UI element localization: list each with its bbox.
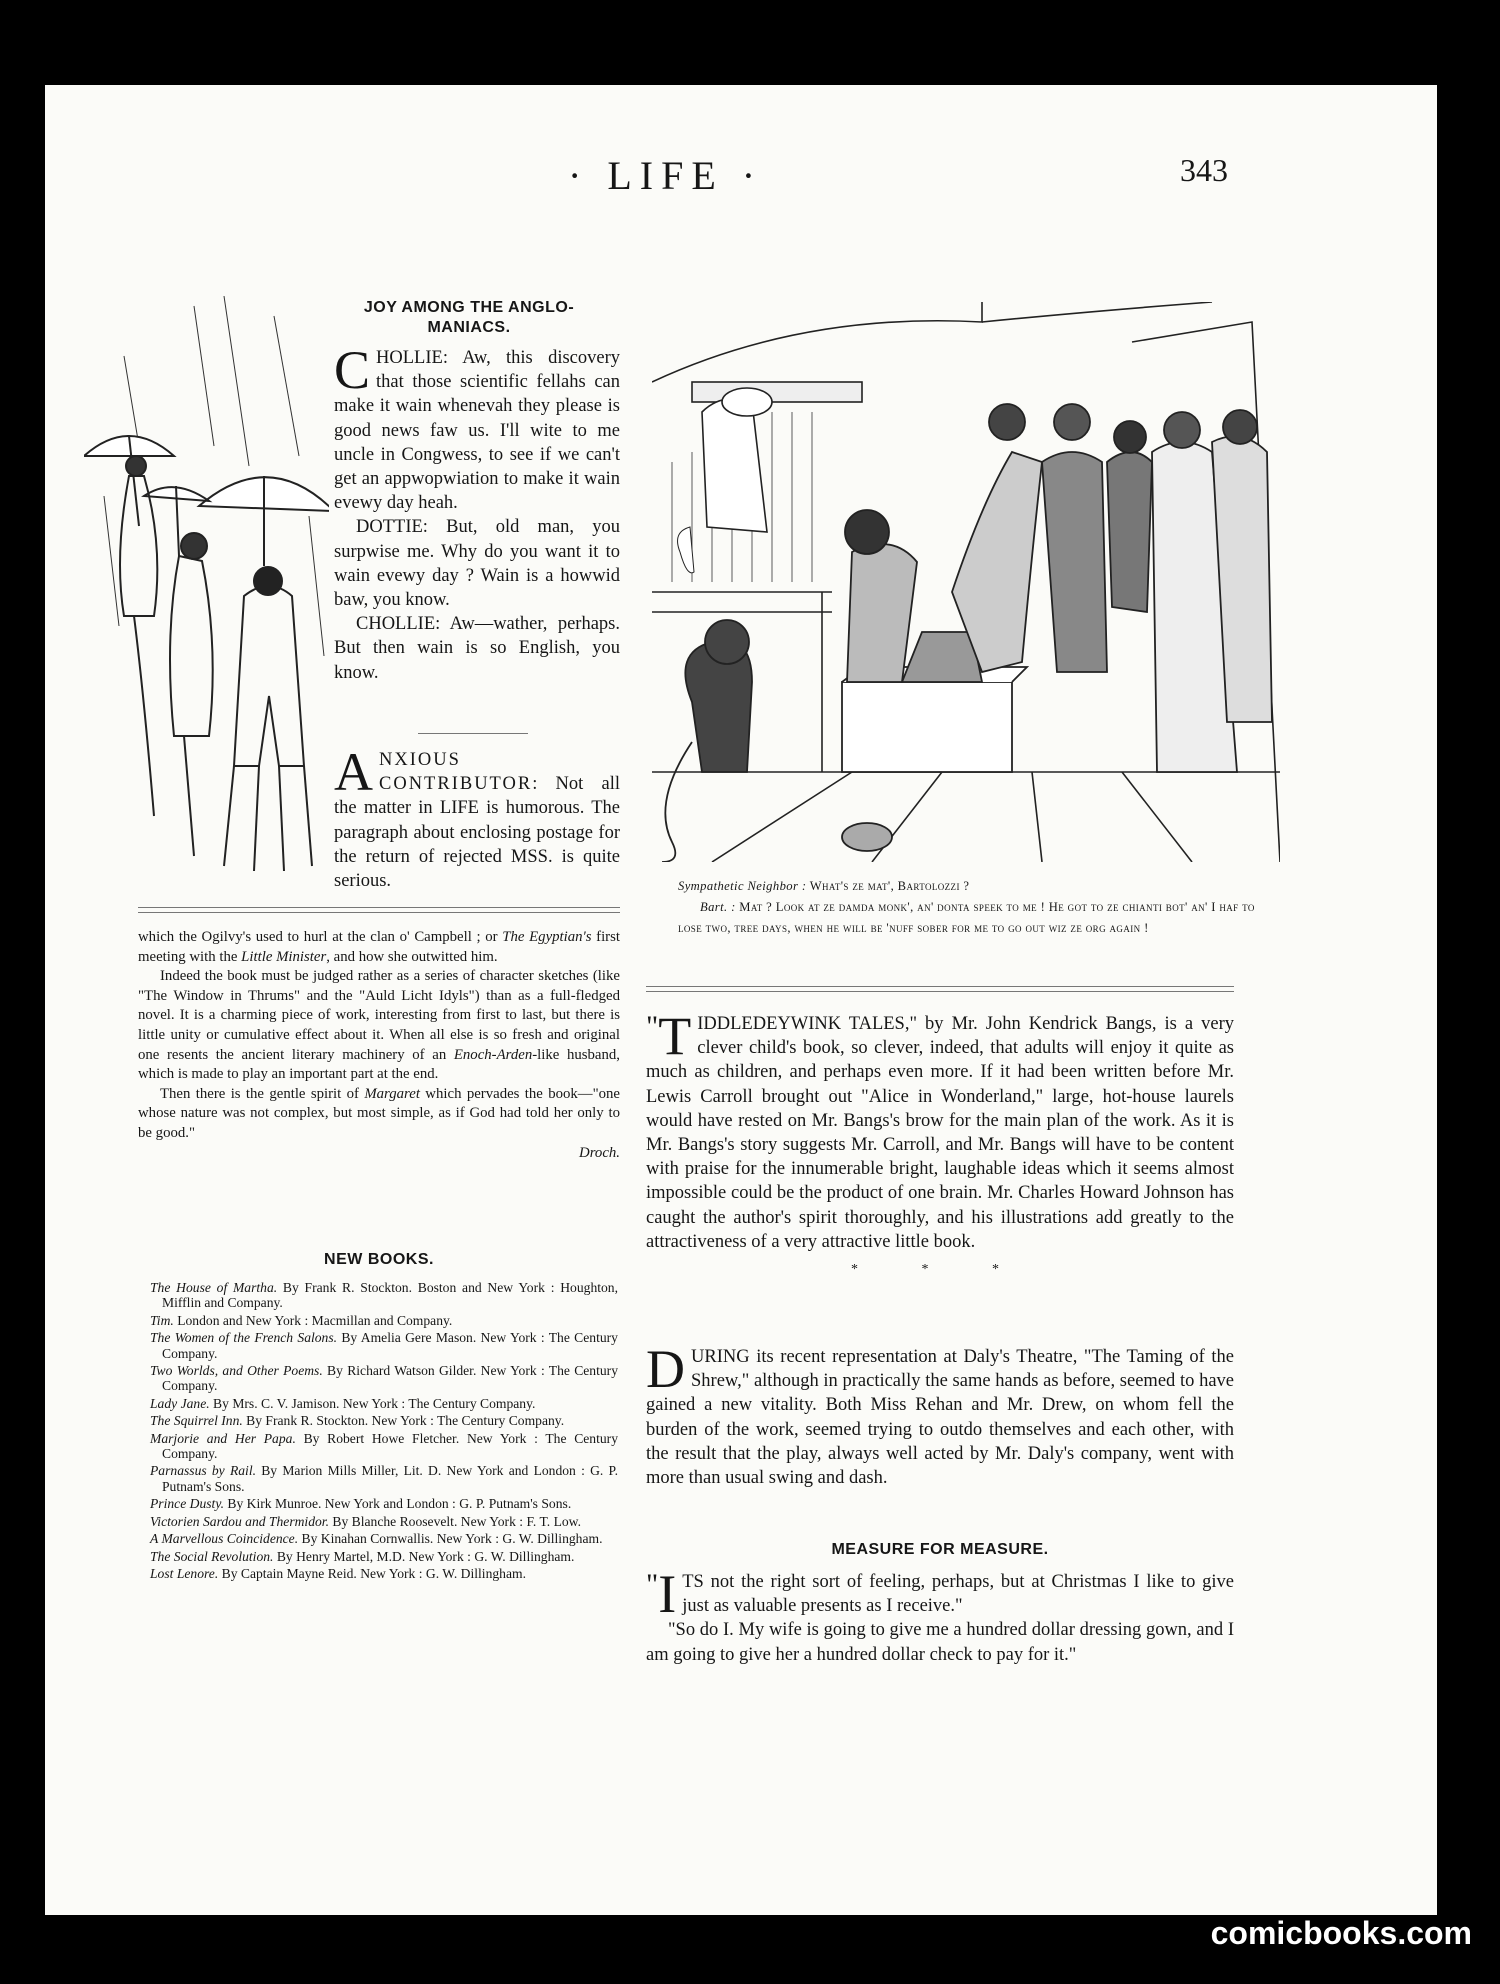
book-entry — [150, 1396, 618, 1411]
book-title: The Squirrel Inn. — [150, 1413, 243, 1429]
book-entry — [150, 1330, 618, 1361]
divider — [646, 986, 1234, 987]
dropcap-d: D — [646, 1339, 685, 1399]
new-books-list — [150, 1280, 618, 1583]
book-details: By Amelia Gere Mason. New York : The Century Company. — [162, 1330, 618, 1361]
dropcap-t: T — [658, 1006, 692, 1066]
book-title: The House of Martha. — [150, 1280, 278, 1295]
book-title: Lady Jane. — [150, 1395, 210, 1411]
speaker-chollie-2: CHOLLIE — [356, 614, 436, 635]
book-title: The Women of the French Salons. — [150, 1330, 338, 1346]
book-entry — [150, 1531, 618, 1546]
speaker-dottie: DOTTIE — [356, 517, 423, 538]
book-entry — [150, 1413, 618, 1428]
measure-reply: "So do I. My wife is going to give me a hundred dollar dressing gown, and I am going to give her a hundred dollar check to pay for it." — [646, 1620, 1234, 1665]
book-title: Two Worlds, and Other Poems. — [150, 1363, 323, 1379]
book-title: Parnassus by Rail. — [150, 1463, 256, 1479]
section-stars: * * * — [851, 1262, 1029, 1278]
book-details: London and New York : Macmillan and Company. — [173, 1312, 453, 1328]
caption-speaker-bart: Bart. : — [700, 899, 736, 914]
book-details: By Robert Howe Fletcher. New York : The Century Company. — [162, 1430, 618, 1462]
book-entry — [150, 1463, 618, 1494]
page-number: 343 — [1180, 152, 1228, 188]
dropcap-a: A — [334, 742, 373, 802]
book-details: By Kirk Munroe. New York and London : G. P. Putnam's Sons. — [224, 1496, 572, 1512]
caption-speaker-neighbor: Sympathetic Neighbor : — [678, 879, 807, 893]
cartoon-illustration — [652, 302, 1280, 862]
book-details: By Captain Mayne Reid. New York : G. W. Dillingham. — [218, 1565, 526, 1581]
book-details: By Frank R. Stockton. New York : The Century Company. — [242, 1413, 565, 1429]
cartoon-caption: Sympathetic Neighbor : What's ze mat', Bartolozzi ? Bart. : Mat ? Look at ze damda monk', an' donta speek to me ! He got to ze chianti bot' an' I haf to lose two, tree days, when he will be 'nuff sober for me to go out wiz ze org again ! — [678, 879, 1255, 935]
book-title: Prince Dusty. — [150, 1496, 224, 1512]
new-books-title: NEW BOOKS. — [324, 1251, 434, 1268]
site-watermark: comicbooks.com — [1210, 1915, 1472, 1951]
book-entry — [150, 1566, 618, 1581]
divider — [646, 991, 1234, 992]
book-entry — [150, 1363, 618, 1394]
book-details: By Frank R. Stockton. Boston and New York : Houghton, Mifflin and Company. — [162, 1280, 619, 1311]
book-entry — [150, 1496, 618, 1511]
book-title: A Marvellous Coincidence. — [150, 1531, 299, 1547]
review-continuation: which the Ogilvy's used to hurl at the clan o' Campbell ; or The Egyptian's first meeting with the Little Minister, and how she outwitted him. Indeed the book must be judged rather as a series of character sketches (like "The Window in Thrums" and the "Auld Licht Idyls") than as a full-fledged novel. It is a charming piece of work, interesting from first to last, but there is little unity or cumulative effect about it. When all else is so fresh and original one resents the ancient literary machinery of an Enoch-Arden-like husband, which is made to play an important part at the end. Then there is the gentle spirit of Margaret which pervades the book—"one whose nature was not complex, but most simple, as if God had told her only to be good." Droch. — [138, 929, 620, 1161]
book-title: The Social Revolution. — [150, 1548, 274, 1564]
umbrella-illustration — [84, 296, 329, 876]
book-entry — [150, 1313, 618, 1328]
book-details: By Blanche Roosevelt. New York : F. T. Low. — [328, 1513, 582, 1529]
book-title: Marjorie and Her Papa. — [150, 1430, 296, 1446]
life-word: LIFE — [439, 798, 479, 819]
book-entry — [150, 1431, 618, 1462]
book-details: By Marion Mills Miller, Lit. D. New York and London : G. P. Putnam's Sons. — [162, 1463, 618, 1494]
divider — [138, 907, 620, 908]
book-title: Victorien Sardou and Thermidor. — [150, 1513, 329, 1529]
dropcap-c: C — [334, 340, 371, 400]
divider — [418, 733, 528, 734]
book-entry — [150, 1280, 618, 1311]
measure-title: MEASURE FOR MEASURE. — [831, 1541, 1049, 1558]
tiddledeywink-lead: IDDLEDEYWINK TALES," — [697, 1014, 918, 1034]
book-entry — [150, 1514, 618, 1529]
taming-lead: URING — [691, 1347, 750, 1367]
book-details: By Henry Martel, M.D. New York : G. W. Dillingham. — [273, 1548, 575, 1564]
book-details: By Richard Watson Gilder. New York : The Century Company. — [162, 1363, 619, 1394]
book-details: By Mrs. C. V. Jamison. New York : The Century Company. — [209, 1395, 536, 1411]
chollie-line-1: : Aw, this discovery that those scientific fellahs can make it wain whenevah they please is good news faw us. I'll wite to me uncle in Congwess, to see if we can't get an appwopwiation to make it wain evewy day heah. — [334, 348, 620, 514]
measure-body: " I TS not the right sort of feeling, perhaps, but at Christmas I like to give just as valuable presents as I receive." "So do I. My wife is going to give me a hundred dollar dressing gown, and I am going to give her a hundred dollar check to pay for it." — [646, 1570, 1234, 1667]
review-signature: Droch. — [579, 1144, 620, 1161]
masthead: · LIFE · — [568, 153, 764, 198]
article-joy-title: JOY AMONG THE ANGLO-MANIACS. — [363, 299, 575, 336]
taming-review: DURING its recent representation at Daly's Theatre, "The Taming of the Shrew," although in practically the same hands as before, seemed to have gained a new vitality. Both Miss Rehan and Mr. Drew, on whom fell the burden of the work, seemed trying to outdo themselves and each other, with the result that the play, always well acted by Mr. Daly's company, went with more than usual swing and dash. — [646, 1339, 1234, 1489]
divider — [138, 912, 620, 913]
book-title: Tim. — [150, 1312, 174, 1328]
anxious-contributor: ANXIOUS CONTRIBUTOR: Not all the matter in LIFE is humorous. The paragraph about enclosing postage for the return of rejected MSS. is quite serious. — [334, 742, 620, 892]
book-details: By Kinahan Cornwallis. New York : G. W. Dillingham. — [298, 1531, 603, 1547]
dottie-line: : But, old man, you surpwise me. Why do you want it to wain evewy day ? Wain is a howwid baw, you know. — [334, 517, 620, 611]
book-entry — [150, 1549, 618, 1564]
chollie-line-2: : Aw—wather, perhaps. But then wain is so English, you know. — [334, 614, 620, 683]
book-title: Lost Lenore. — [150, 1565, 219, 1581]
dropcap-i: I — [658, 1564, 677, 1624]
anxious-lead: NXIOUS CONTRIBUTOR — [379, 750, 533, 795]
article-joy-body — [334, 340, 620, 685]
speaker-chollie-1: HOLLIE — [376, 348, 443, 368]
tiddledeywink-review: " T IDDLEDEYWINK TALES," by Mr. John Kendrick Bangs, is a very clever child's book, so clever, indeed, that adults will enjoy it quite as much as children, and perhaps even more. If it had been written before Mr. Lewis Carroll brought out "Alice in Wonderland," large, hot-house laurels would have rested on Mr. Bangs's brow for the main plan of the work. As it is Mr. Bangs's story suggests Mr. Carroll, and Mr. Bangs will have to be content with praise for the innumerable bright, laughable ideas which it seems almost impossible could be the product of one brain. Mr. Charles Howard Johnson has caught the author's spirit thoroughly, and his illustrations add greatly to the attractiveness of a very attractive little book. * * * — [646, 1012, 1234, 1286]
